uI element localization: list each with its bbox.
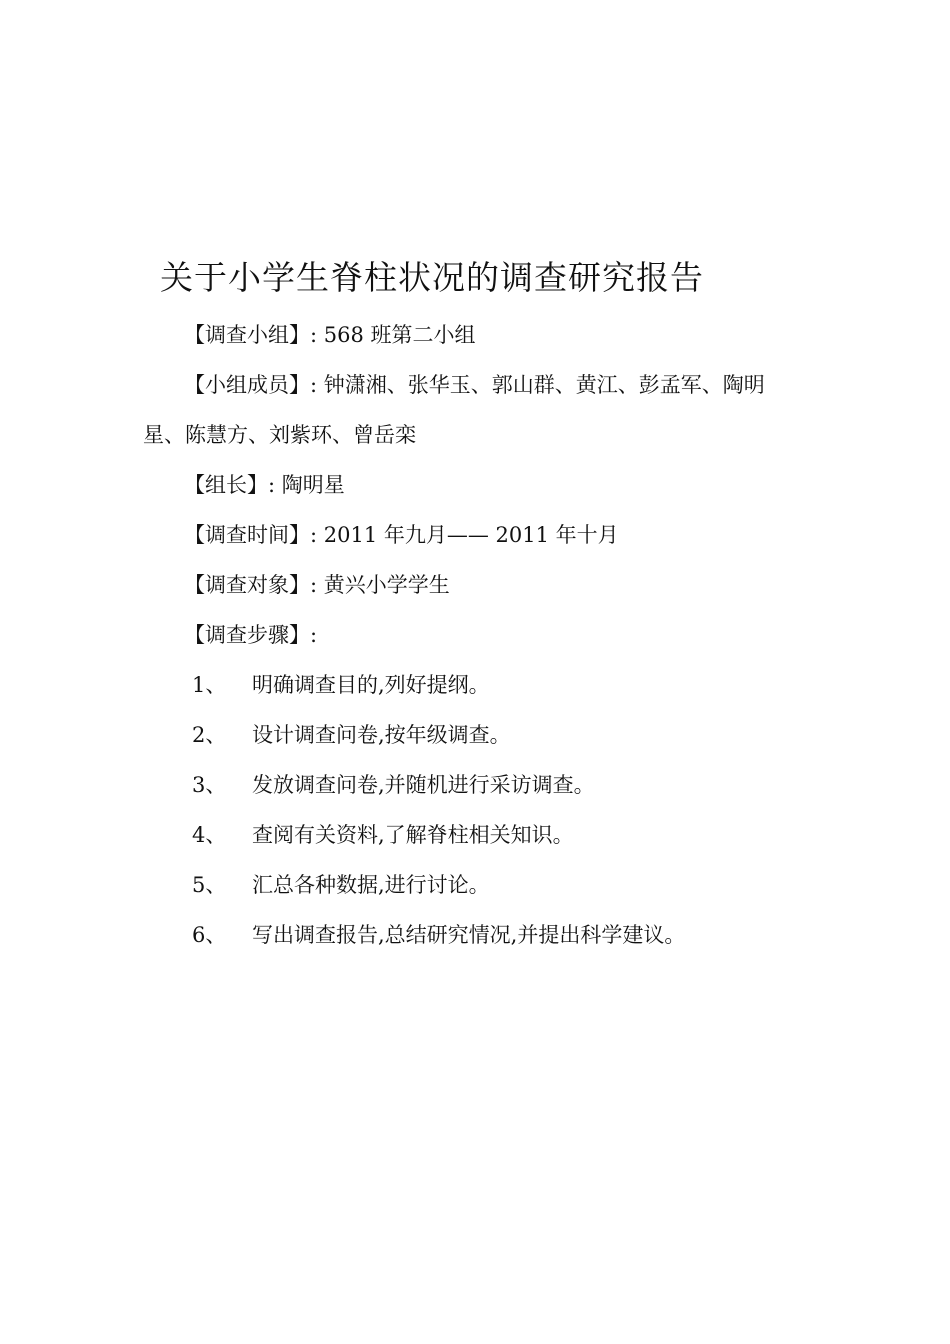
- step-number: 1、: [192, 673, 227, 697]
- step-text: 明确调查目的,列好提纲。: [252, 673, 490, 697]
- report-title: 关于小学生脊柱状况的调查研究报告: [160, 258, 704, 297]
- step-text: 发放调查问卷,并随机进行采访调查。: [252, 773, 595, 797]
- step-item: [192, 671, 490, 699]
- survey-group-value: 568 班第二小组: [323, 323, 476, 347]
- survey-time-value: 2011 年九月—— 2011 年十月: [323, 523, 619, 547]
- step-text: 设计调查问卷,按年级调查。: [252, 723, 511, 747]
- step-text: 查阅有关资料,了解脊柱相关知识。: [252, 823, 574, 847]
- survey-steps-heading: 【调查步骤】:: [184, 623, 318, 647]
- leader-value: 陶明星: [281, 473, 345, 497]
- survey-target-label: 【调查对象】:: [184, 573, 318, 597]
- survey-target-line: [184, 571, 450, 599]
- survey-group-line: [184, 321, 476, 349]
- step-item: [192, 871, 490, 899]
- step-item: [192, 821, 574, 849]
- members-label: 【小组成员】:: [184, 373, 318, 397]
- step-number: 3、: [192, 773, 227, 797]
- step-item: [192, 771, 595, 799]
- survey-time-label: 【调查时间】:: [184, 523, 318, 547]
- survey-target-value: 黄兴小学学生: [323, 573, 450, 597]
- step-text: 写出调查报告,总结研究情况,并提出科学建议。: [252, 923, 686, 947]
- members-line-1: [184, 371, 765, 399]
- step-number: 5、: [192, 873, 227, 897]
- members-value-part1: 钟潇湘、张华玉、郭山群、黄江、彭孟军、陶明: [323, 373, 765, 397]
- step-number: 2、: [192, 723, 227, 747]
- leader-line: [184, 471, 345, 499]
- members-value-part2: 星、陈慧方、刘紫环、曾岳栾: [143, 423, 416, 447]
- members-line-2: [143, 421, 416, 449]
- step-item: [192, 921, 685, 949]
- step-number: 6、: [192, 923, 227, 947]
- step-number: 4、: [192, 823, 227, 847]
- leader-label: 【组长】:: [184, 473, 276, 497]
- step-text: 汇总各种数据,进行讨论。: [252, 873, 490, 897]
- survey-time-line: [184, 521, 619, 549]
- survey-group-label: 【调查小组】:: [184, 323, 318, 347]
- step-item: [192, 721, 511, 749]
